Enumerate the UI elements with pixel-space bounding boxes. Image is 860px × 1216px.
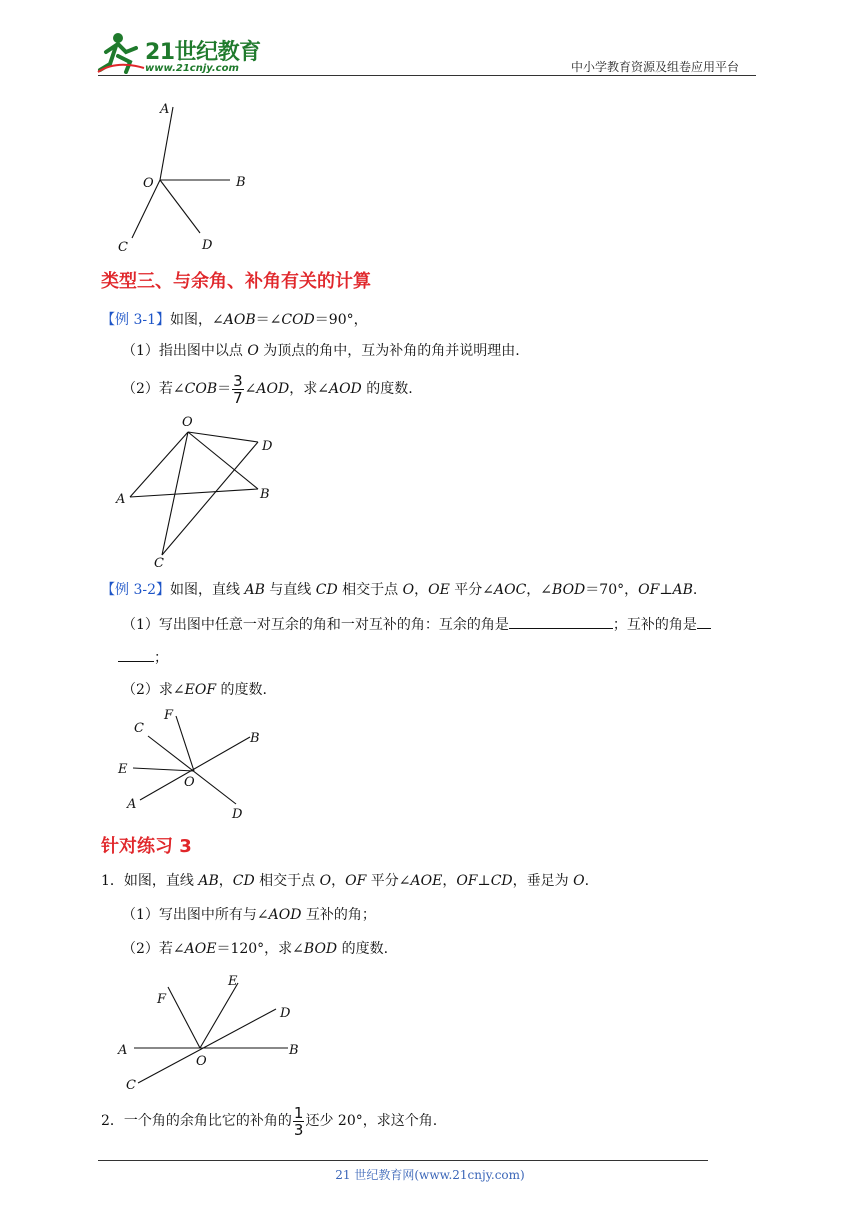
section-title-practice-3: 针对练习 3 bbox=[101, 836, 192, 857]
example-3-2-question-2: （2）求∠EOF 的度数. bbox=[122, 682, 267, 698]
label-f: F bbox=[157, 992, 167, 1007]
label-o: O bbox=[184, 775, 195, 790]
answer-blank-supplementary[interactable] bbox=[697, 614, 711, 629]
label-a: A bbox=[116, 492, 126, 507]
practice-1-question-1: （1）写出图中所有与∠AOD 互补的角； bbox=[122, 907, 376, 923]
label-c: C bbox=[134, 721, 144, 736]
figure-aob-cod bbox=[110, 410, 290, 575]
logo-text: 21世纪教育 bbox=[145, 40, 261, 65]
figure-angles-aob bbox=[110, 95, 270, 260]
example-tag: 【例 3-2】 bbox=[101, 582, 170, 598]
example-3-1-intro: 【例 3-1】如图，∠AOB＝∠COD＝90°， bbox=[101, 312, 368, 328]
answer-blank-complementary[interactable] bbox=[509, 614, 613, 629]
label-f: F bbox=[164, 708, 174, 723]
label-c: C bbox=[154, 556, 164, 571]
label-a: A bbox=[127, 797, 137, 812]
label-c: C bbox=[126, 1078, 136, 1093]
example-3-1-question-2: （2）若∠COB＝ $\frac{3}{7}$ ∠AOD，求∠AOD 的度数. bbox=[122, 371, 413, 407]
label-b: B bbox=[250, 731, 260, 746]
label-e: E bbox=[228, 974, 238, 989]
answer-blank-supplementary-cont[interactable] bbox=[118, 647, 154, 662]
header-platform-text: 中小学教育资源及组卷应用平台 bbox=[571, 60, 740, 74]
example-3-2-question-1-cont: ； bbox=[118, 647, 168, 668]
label-b: B bbox=[260, 487, 270, 502]
label-d: D bbox=[262, 439, 273, 454]
example-3-2-question-1: （1）写出图中任意一对互余的角和一对互补的角：互余的角是 ；互补的角是 bbox=[122, 614, 711, 635]
practice-1-intro: 1．如图，直线 AB，CD 相交于点 O，OF 平分∠AOE，OF⊥CD，垂足为 O. bbox=[101, 873, 590, 889]
label-a: A bbox=[160, 102, 170, 117]
label-o: O bbox=[143, 176, 154, 191]
example-3-2-intro: 【例 3-2】如图，直线 AB 与直线 CD 相交于点 O，OE 平分∠AOC，∠BOD＝70°，OF⊥AB. bbox=[101, 582, 698, 598]
label-d: D bbox=[232, 807, 243, 822]
example-3-1-question-1: （1）指出图中以点 O 为顶点的角中，互为补角的角并说明理由. bbox=[122, 343, 520, 359]
section-title-type3: 类型三、与余角、补角有关的计算 bbox=[101, 271, 371, 292]
header-divider bbox=[98, 75, 756, 76]
label-d: D bbox=[280, 1006, 291, 1021]
fraction-1-3: $\frac{1}{3}$ bbox=[293, 1103, 304, 1139]
figure-lines-ab-cd bbox=[110, 700, 270, 825]
footer-divider bbox=[98, 1160, 708, 1161]
practice-1-question-2: （2）若∠AOE＝120°，求∠BOD 的度数. bbox=[122, 941, 389, 957]
label-o: O bbox=[182, 415, 193, 430]
label-d: D bbox=[202, 238, 213, 253]
logo-url: www.21cnjy.com bbox=[145, 63, 239, 74]
figure-of-bisects-aoe bbox=[110, 965, 310, 1095]
footer-site-link[interactable]: 21 世纪教育网(www.21cnjy.com) bbox=[335, 1168, 525, 1182]
label-b: B bbox=[236, 175, 246, 190]
label-c: C bbox=[118, 240, 128, 255]
label-e: E bbox=[118, 762, 128, 777]
label-b: B bbox=[289, 1043, 299, 1058]
example-tag: 【例 3-1】 bbox=[101, 312, 170, 328]
label-o: O bbox=[196, 1054, 207, 1069]
fraction-3-7: $\frac{3}{7}$ bbox=[233, 371, 243, 407]
practice-2-question: 2．一个角的余角比它的补角的 $\frac{1}{3}$ 还少 20°，求这个角. bbox=[101, 1103, 438, 1139]
label-a: A bbox=[118, 1043, 128, 1058]
